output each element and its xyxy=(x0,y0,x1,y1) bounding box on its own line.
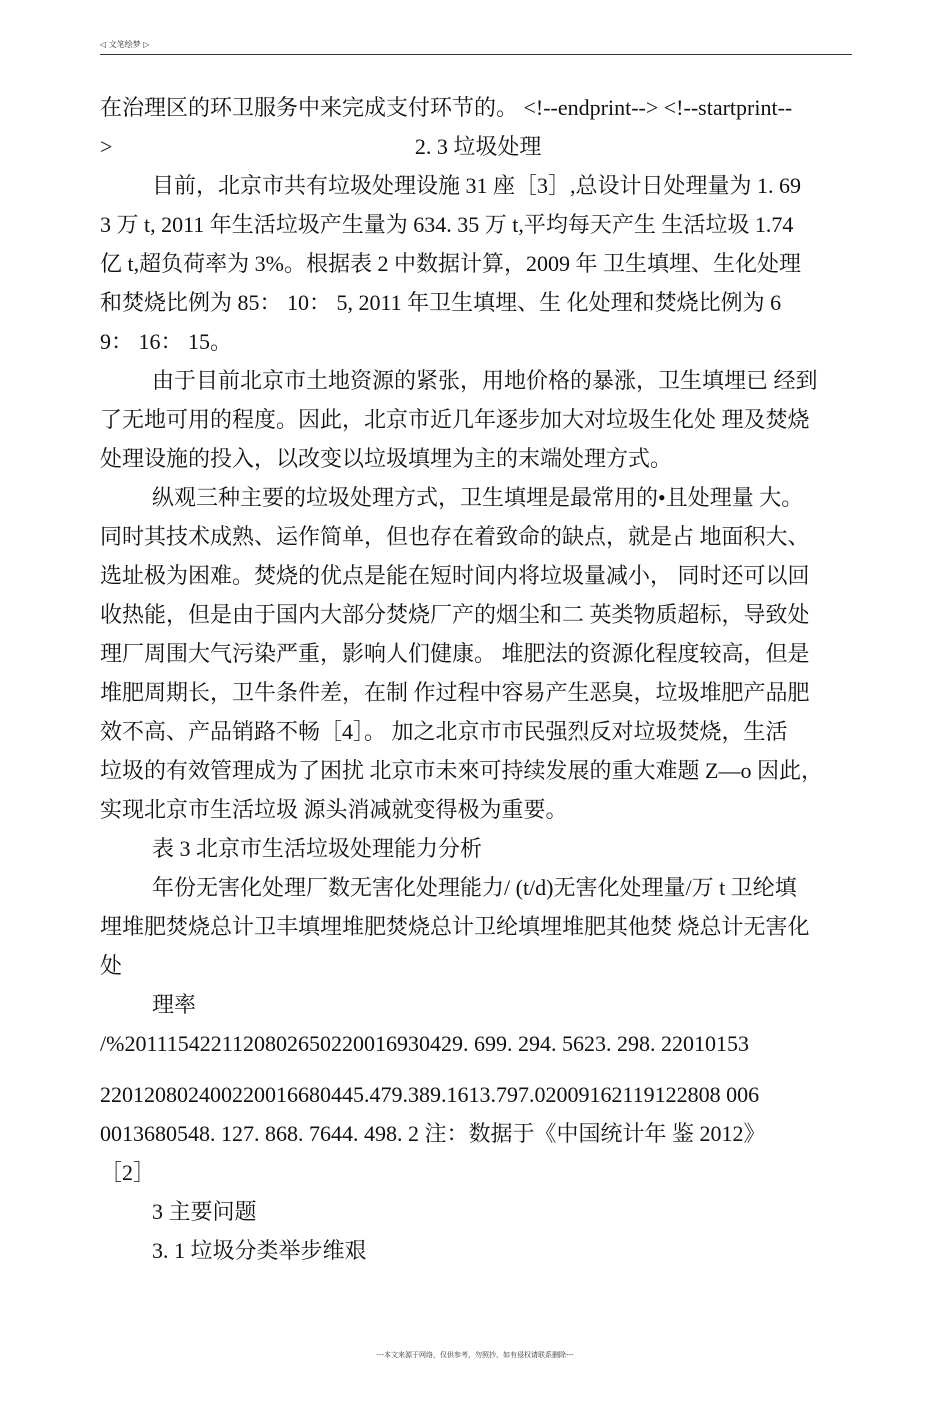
paragraph-line: 由于目前北京市土地资源的紧张，用地价格的暴涨，卫生填埋已 经到 xyxy=(152,368,818,393)
paragraph-line: 垃圾的有效管理成为了困扰 北京市未來可持续发展的重大难题 Z—o 因此， xyxy=(100,758,823,783)
paragraph-line: 堆肥周期长，卫牛条件差，在制 作过程中容易产生恶臭，垃圾堆肥产品肥 xyxy=(100,680,810,705)
paragraph-line: 收热能，但是由于国内大部分焚烧厂产的烟尘和二 英类物质超标，导致处 xyxy=(100,602,810,627)
paragraph-line: 目前，北京市共有垃圾处理设施 31 座［3］,总设计日处理量为 1. 69 xyxy=(152,173,802,198)
table-note-line: ［2］ xyxy=(100,1160,156,1185)
paragraph-line: 了无地可用的程度。因此，北京市近几年逐步加大对垃圾生化处 理及焚烧 xyxy=(100,407,810,432)
paragraph-line: 3 万 t, 2011 年生活垃圾产生量为 634. 35 万 t,平均每天产生 生活垃圾 1.74 xyxy=(100,212,794,237)
header-text: ◁ 文笔绘梦 ▷ xyxy=(100,40,150,49)
paragraph-line: 处理设施的投入，以改变以垃圾填埋为主的末端处理方式。 xyxy=(100,446,673,471)
page-footer: ---本文来源于网络，仅供参考，勿照抄，如有侵权请联系删除--- xyxy=(376,1351,574,1359)
section-heading-3: 3 主要问题 xyxy=(152,1199,257,1224)
paragraph-line: 效不高、产品销路不畅［4］。 加之北京市市民强烈反对垃圾焚烧，生活 xyxy=(100,719,788,744)
section-heading-2-3: > 2. 3 垃圾处理 xyxy=(100,134,542,159)
table-data-line: 2201208024002200166804​45.479.389.1613.797.02009162119122808 006 xyxy=(100,1082,760,1107)
paragraph-line: 实现北京市生活垃圾 源头消减就变得极为重要。 xyxy=(100,797,568,822)
paragraph-line: 理厂周围大气污染严重，影响人们健康。 堆肥法的资源化程度较高，但是 xyxy=(100,641,810,666)
table-header-line: 理率 xyxy=(152,992,197,1017)
paragraph-line: 纵观三种主要的垃圾处理方式，卫生填埋是最常用的•且处理量 大。 xyxy=(152,485,804,510)
paragraph-line: 亿 t,超负荷率为 3%。根据表 2 中数据计算，2009 年 卫生填埋、生化处理 xyxy=(100,251,801,276)
table-header-line: 处 xyxy=(100,953,123,978)
text-line: 在治理区的环卫服务中来完成支付环节的。 <!--endprint--> <!--startprint-- xyxy=(100,95,793,120)
table-data-line: 0013680548. 127. 868. 7644. 498. 2 注：数据于《中国统计年 鉴 2012》 xyxy=(100,1121,766,1146)
paragraph-line: 和焚烧比例为 85： 10： 5, 2011 年卫生填埋、生 化处理和焚烧比例为 6 xyxy=(100,290,782,315)
table-data-line: /%20111542211208026502200169304​29. 699. 294. 5623. 298. 22010153 xyxy=(100,1031,749,1056)
paragraph-line: 同时其技术成熟、运作简单，但也存在着致命的缺点，就是占 地面积大、 xyxy=(100,524,810,549)
page-header xyxy=(100,40,852,55)
section-heading-3-1: 3. 1 垃圾分类举步维艰 xyxy=(152,1238,367,1263)
table-header-line: 年份无害化处理厂数无害化处理能力/ (t/d)无害化处理量/万 t 卫纶填 xyxy=(152,875,797,900)
spacer xyxy=(100,1063,852,1075)
document-body xyxy=(100,88,852,1270)
table-header-line: 埋堆肥焚烧总计卫丰填埋堆肥焚烧总计卫纶填埋堆肥其他焚 烧总计无害化 xyxy=(100,914,810,939)
table-caption: 表 3 北京市生活垃圾处理能力分析 xyxy=(152,836,483,861)
paragraph-line: 选址极为困难。焚烧的优点是能在短时间内将垃圾量减小， 同时还可以回 xyxy=(100,563,810,588)
paragraph-line: 9： 16： 15。 xyxy=(100,329,233,354)
